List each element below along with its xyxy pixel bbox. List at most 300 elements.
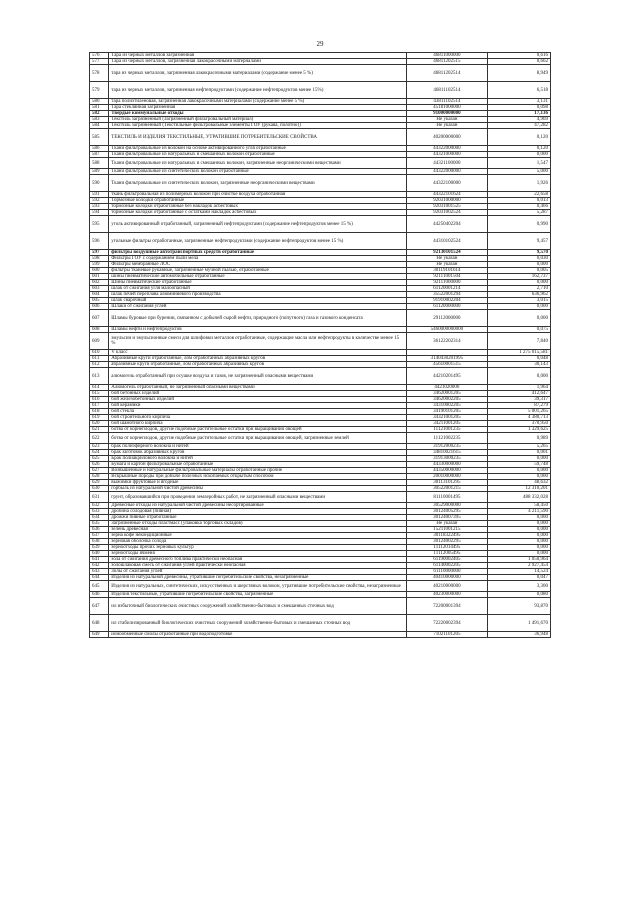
waste-amount: 22,658 [488,192,551,198]
waste-name: Ткани фильтровальные из синтетических волокон отработанные [109,169,407,175]
waste-code: 30119101614 [406,268,487,274]
waste-table [89,52,551,638]
waste-name: ткань фильтровальная из полимерных волокон при очистке воздуха отработанная [109,192,407,198]
row-number: 639 [90,545,109,551]
waste-amount: 5,287 [488,210,551,216]
row-number: 640 [90,551,109,557]
waste-amount: 9,457 [488,233,551,250]
table-row [90,82,551,99]
waste-amount: 488 332,028 [488,492,551,503]
row-number: 621 [90,427,109,433]
row-number: 583 [90,117,109,123]
row-number: 603 [90,286,109,292]
row-number: 632 [90,503,109,509]
waste-name: зерноотходы ячменя [109,551,407,557]
waste-amount: 3,300 [488,581,551,592]
row-number: 645 [90,581,109,592]
row-number: 624 [90,450,109,456]
waste-amount: 0,990 [488,216,551,233]
row-number: 588 [90,158,109,169]
waste-amount: 39,317 [488,397,551,403]
row-number: 644 [90,575,109,581]
waste-amount: 0,000 [488,368,551,385]
waste-code: 44310102524 [406,233,487,250]
waste-amount: 5 001,265 [488,409,551,415]
waste-name: шлак печей переплава алюминиевого производства [109,292,407,298]
waste-name: Тара из черных металлов загрязненная [109,53,407,59]
waste-code: 61140002205 [406,563,487,569]
waste-name: Твердые коммунальные отходы [109,111,407,117]
waste-name: тормозные колодки отработанные без накладок асбестовых [109,204,407,210]
waste-name: горбыль из натуральной чистой древесины [109,486,407,492]
waste-amount: 0,001 [488,450,551,456]
waste-code: 61120000000 [406,304,487,310]
waste-code: 30124007395 [406,515,487,521]
waste-amount: 0,030 [488,256,551,262]
row-number: 625 [90,456,109,462]
table-row [90,333,551,350]
waste-amount: 1,926 [488,175,551,192]
row-number: 626 [90,462,109,468]
waste-code: 72220002394 [406,615,487,632]
table-row [90,216,551,233]
waste-code: 40200000000 [406,129,487,146]
waste-name: тормозные колодки отработанные с остатками накладок асбестовых [109,210,407,216]
row-number: 648 [90,615,109,632]
waste-code: Не указан [406,262,487,268]
waste-name: ботва от корнеплодов, другие подобные растительные остатки при выращивании овощей [109,427,407,433]
row-number: 646 [90,592,109,598]
row-number: 607 [90,310,109,327]
waste-code: 40210000000 [406,581,487,592]
waste-code: 11112005495 [406,551,487,557]
waste-code: 44322101624 [406,192,487,198]
waste-amount: 12 310,201 [488,486,551,492]
waste-amount: 58,450 [488,503,551,509]
waste-amount: 0,466 [488,204,551,210]
waste-name: шлак от сжигания угля малоопасный [109,286,407,292]
waste-name: V класс [109,350,407,356]
waste-amount: 0,616 [488,53,551,59]
waste-name: тара из черных металлов, загрязненная лакокрасочными материалами (содержание менее 5 %) [109,65,407,82]
waste-code: 11121001235 [406,427,487,433]
waste-code: 44322000000 [406,169,487,175]
waste-amount: 5,265 [488,444,551,450]
waste-name: бой стекла [109,409,407,415]
waste-amount: 0,098 [488,105,551,111]
waste-amount: 0,048 [488,356,551,362]
waste-amount: 0,000 [488,262,551,268]
waste-code: 71021101205 [406,632,487,638]
row-number: 596 [90,233,109,250]
waste-name: Шламы нефти и нефтепродуктов [109,327,407,333]
row-number: 623 [90,444,109,450]
waste-name: Изделия из натуральной древесины, утратившие потребительские свойства, незагрязненные [109,575,407,581]
waste-amount: 0,000 [488,456,551,462]
waste-amount: 3,131 [488,99,551,105]
waste-code: 92111001504 [406,274,487,280]
row-number: 602 [90,280,109,286]
waste-amount: 0,662 [488,59,551,65]
waste-code: 31913000235 [406,456,487,462]
waste-name: Ткани фильтровальные из синтетических волокон, загрязненные неорганическими веществами [109,175,407,192]
waste-code: Не указан [406,521,487,527]
waste-name: абразивные круги отработанные, лом отработанных абразивных кругов [109,362,407,368]
row-number: 609 [90,333,109,350]
waste-code: 34211001205 [406,421,487,427]
table-row [90,233,551,250]
waste-name: зерна кофе некондиционные [109,533,407,539]
waste-name: зерноотходы прочих зерновых культур [109,545,407,551]
row-number: 611 [90,356,109,362]
waste-code: 31912000235 [406,444,487,450]
waste-amount: 0,989 [488,433,551,444]
row-number: 618 [90,409,109,415]
waste-name: Шины пневматические отработанные [109,280,407,286]
row-number: 610 [90,350,109,356]
waste-code: 11112014495 [406,545,487,551]
waste-name: алюмогель отработанный при осушке воздуха и газов, не загрязненный опасными веществами [109,368,407,385]
waste-amount: 0,000 [488,304,551,310]
row-number: 631 [90,492,109,503]
waste-amount: 0,047 [488,575,551,581]
waste-name: Вскрышные породы при добыче полезных ископаемых открытым способом [109,474,407,480]
waste-name: уголь активированный отработанный, загрязненный нефтепродуктами (содержание нефтепродуктов менее 15 %) [109,216,407,233]
waste-amount: 0,005 [488,268,551,274]
waste-code: Не указан [406,256,487,262]
waste-code: 46811102514 [406,82,487,99]
waste-code: 46811000000 [406,53,487,59]
waste-amount: 0,000 [488,515,551,521]
waste-amount: 0,000 [488,533,551,539]
waste-code: 44321000000 [406,152,487,158]
waste-amount: 0,000 [488,521,551,527]
waste-name: эмульсии и эмульсионные смеси для шлифовки металлов отработанные, содержащие масла или нефтепродукты в количестве менее 15 % [109,333,407,350]
waste-amount: 0,000 [488,474,551,480]
waste-name: Текстиль загрязненный (Загрязненный фильтровальный материал) [109,117,407,123]
waste-name: тара полиэтиленовая, загрязненная лакокрасочными материалами (содержание менее 5 %) [109,99,407,105]
waste-name: ботва от корнеплодов, другие подобные растительные остатки при выращивании овощей, загрязненные землей [109,433,407,444]
waste-code: 92031001525 [406,204,487,210]
waste-amount: 2 927,454 [488,563,551,569]
waste-amount: 36,948 [488,632,551,638]
table-row [90,129,551,146]
waste-code: 34620001205 [406,391,487,397]
waste-name: Загрязненные отходы пластмасс (упаковка торговых складов) [109,521,407,527]
waste-amount: 412,647 [488,391,551,397]
row-number: 582 [90,111,109,117]
waste-code: 30124005295 [406,509,487,515]
table-row [90,492,551,503]
table-row [90,158,551,169]
waste-code: 30113101295 [406,480,487,486]
waste-code: 44250402204 [406,216,487,233]
waste-amount: 1 491,670 [488,615,551,632]
row-number: 622 [90,433,109,444]
waste-code: 30118322495 [406,533,487,539]
waste-amount: 0,000 [488,545,551,551]
waste-code: 44322000000 [406,146,487,152]
waste-name: Бумага и картон фильтровальные отработанные [109,462,407,468]
waste-code: 46811202515 [406,59,487,65]
waste-name: Изделия из натуральных, синтетических, искусственных и шерстяных волокон, утратившие потребительские свойства, незагрязненные [109,581,407,592]
waste-name: шлак сварочный [109,298,407,304]
waste-code: 44321100000 [406,158,487,169]
row-number: 629 [90,480,109,486]
waste-name: Тара стеклянная загрязненная [109,105,407,111]
waste-amount: 0,000 [488,527,551,533]
waste-amount: 59,748 [488,462,551,468]
page-number: 29 [316,40,324,48]
waste-amount: 636,962 [488,292,551,298]
waste-name: Фильтры мембранные ЛОС [109,262,407,268]
waste-name: фильтры воздушные автотранспортных средств отработанные [109,250,407,256]
waste-name: зелень древесная [109,527,407,533]
waste-code: 81110001495 [406,492,487,503]
row-number: 578 [90,65,109,82]
waste-amount: 0,000 [488,551,551,557]
waste-amount: 93,870 [488,598,551,615]
waste-name: бой бетонных изделий [109,391,407,397]
waste-amount: 0,120 [488,129,551,146]
table-row [90,598,551,615]
waste-code: 40410000000 [406,575,487,581]
row-number: 628 [90,474,109,480]
waste-code: 5460000000000 [406,327,487,333]
waste-amount: 1 050,964 [488,557,551,563]
table-row [90,175,551,192]
table-row [90,581,551,592]
table-row [90,65,551,82]
row-number: 643 [90,569,109,575]
row-number: 580 [90,99,109,105]
waste-amount: 3,015 [488,298,551,304]
row-number: 635 [90,521,109,527]
waste-name: бой шамотного кирпича [109,421,407,427]
waste-code: 11121002235 [406,433,487,444]
waste-name: Тормозные колодки отработанные [109,198,407,204]
waste-amount: 370,950 [488,421,551,427]
waste-name: ил стабилизированный биологических очистных сооружений хозяйственно-бытовых и смешанных сточных вод [109,615,407,632]
waste-code: 61190002405 [406,557,487,563]
waste-code: 34620002205 [406,397,487,403]
waste-name: Шлаки от сжигания углей [109,304,407,310]
row-number: 634 [90,515,109,521]
waste-amount: 0,075 [488,327,551,333]
waste-code: 92111000000 [406,280,487,286]
waste-name: брак заготовок абразивных кругов [109,450,407,456]
waste-amount: 162,737 [488,274,551,280]
row-number: 598 [90,256,109,262]
row-number: 591 [90,192,109,198]
row-number: 617 [90,403,109,409]
row-number: 612 [90,362,109,368]
row-number: 637 [90,533,109,539]
waste-name: Ткани фильтровальные из натуральных и смешанных волокон отработанные [109,152,407,158]
waste-name: Абразивные круги отработанные, лом отработанных абразивных кругов [109,356,407,362]
row-number: 597 [90,250,109,256]
waste-code: 34321001205 [406,415,487,421]
row-number: 614 [90,385,109,391]
waste-amount: 0,000 [488,310,551,327]
waste-name: бой керамики [109,403,407,409]
waste-amount: 0,120 [488,146,551,152]
waste-code: 34310002205 [406,403,487,409]
waste-amount: 47,282 [488,123,551,129]
waste-code: 92130101524 [406,250,487,256]
row-number: 585 [90,129,109,146]
waste-name: выжимки фруктовые и ягодные [109,480,407,486]
row-number: 642 [90,563,109,569]
row-number: 616 [90,397,109,403]
row-number: 641 [90,557,109,563]
waste-amount: 87,279 [488,403,551,409]
waste-code: 91910002204 [406,298,487,304]
waste-amount: 8,949 [488,65,551,82]
waste-name: Текстиль загрязненный (Текстильные фильтровальные элементы ГОУ (рукава, полотно)) [109,123,407,129]
waste-name: Брак полиакрилового волокна и нитей [109,456,407,462]
waste-amount: 0,000 [488,280,551,286]
waste-name: Ткани фильтровальные из натуральных и смешанных волокон, загрязненные неорганическими веществами [109,158,407,169]
waste-name: золошлаковая смесь от сжигания углей практически неопасная [109,563,407,569]
row-number: 590 [90,175,109,192]
waste-amount: 0,000 [488,468,551,474]
waste-code: 61120001214 [406,286,487,292]
row-number: 600 [90,268,109,274]
table-row [90,632,551,638]
waste-code: 36122202314 [406,333,487,350]
waste-code: 30124002295 [406,539,487,545]
waste-name: бой строительного кирпича [109,415,407,421]
waste-code: 40230000000 [406,592,487,598]
waste-code: Не указан [406,123,487,129]
waste-name: шины пневматические автомобильные отработанные [109,274,407,280]
waste-amount: 1 329,625 [488,427,551,433]
waste-amount: 0,000 [488,152,551,158]
table-row [90,615,551,632]
row-number: 592 [90,198,109,204]
waste-code: 20010000000 [406,474,487,480]
waste-name: Фильтры ГОУ с содержанием пыли мела [109,256,407,262]
waste-code: 44210201495 [406,368,487,385]
waste-amount: 0,013 [488,198,551,204]
waste-amount: 1,964 [488,385,551,391]
row-number: 586 [90,146,109,152]
waste-amount: 30,143 [488,362,551,368]
waste-amount: 1,547 [488,158,551,169]
waste-code: 92031002524 [406,210,487,216]
waste-name: тара из черных металлов, загрязненная нефтепродуктами (содержание нефтепродуктов менее 15%) [109,82,407,99]
waste-name: грунт, образовавшийся при проведении землеройных работ, не загрязненный опасными веществами [109,492,407,503]
waste-code: 30529000000 [406,503,487,509]
waste-name: бой железобетонных изделий [109,397,407,403]
waste-amount: 48,632 [488,480,551,486]
waste-name: Ткани фильтровальные из волокон на основе активированного угля отработанные [109,146,407,152]
waste-amount: 4 380,713 [488,415,551,421]
waste-amount: 14,524 [488,569,551,575]
row-number: 619 [90,415,109,421]
row-number: 649 [90,632,109,638]
waste-code: 43811102514 [406,99,487,105]
row-number: 601 [90,274,109,280]
waste-name: дробина солодовая (пивная) [109,509,407,515]
waste-amount: 4,969 [488,117,551,123]
waste-code: 29112000000 [406,310,487,327]
waste-code: 35522001294 [406,292,487,298]
waste-amount: 0,000 [488,539,551,545]
waste-amount: 6,518 [488,82,551,99]
row-number: 604 [90,292,109,298]
waste-name: угольные фильтры отработанные, загрязненные нефтепродуктами (содержание нефтепродуктов менее 15 %) [109,233,407,250]
row-number: 620 [90,421,109,427]
waste-code: 34810021615 [406,450,487,456]
row-number: 630 [90,486,109,492]
waste-code: 3140430201995 [406,356,487,362]
waste-code: 45181000000 [406,105,487,111]
table-row [90,433,551,444]
waste-name: Древесные отходы из натуральной чистой древесины несортированные [109,503,407,509]
table-row [90,310,551,327]
waste-amount: 7,840 [488,333,551,350]
waste-amount: 4 211,590 [488,509,551,515]
waste-code: 45610001515 [406,362,487,368]
waste-code: Не указан [406,117,487,123]
waste-code: 15211001215 [406,527,487,533]
waste-amount: 17,136 [488,111,551,117]
waste-code: 46811202514 [406,65,487,82]
waste-amount: 0,080 [488,592,551,598]
waste-name: зола от сжигания древесного топлива практически неопасная [109,557,407,563]
waste-name: ил избыточный биологических очистных сооружений хозяйственно-бытовых и смешанных сточных вод [109,598,407,615]
row-number: 576 [90,53,109,59]
waste-code: 61110000000 [406,569,487,575]
row-number: 615 [90,391,109,397]
waste-name: Тара из черных металлов, загрязненная лакокрасочными материалами [109,59,407,65]
row-number: 627 [90,468,109,474]
waste-name: Возвышенные и натуральные фильтровальные материалы отработанные прочие [109,468,407,474]
row-number: 606 [90,304,109,310]
row-number: 647 [90,598,109,615]
row-number: 587 [90,152,109,158]
waste-name: Изделия текстильные, утратившие потребительские свойства, загрязненные [109,592,407,598]
waste-code: 44350000000 [406,468,487,474]
waste-code: 92031000000 [406,198,487,204]
row-number: 584 [90,123,109,129]
table-row [90,368,551,385]
row-number: 636 [90,527,109,533]
waste-code: 44322100000 [406,175,487,192]
row-number: 593 [90,204,109,210]
waste-code: 44330000000 [406,462,487,468]
waste-code: 34190101205 [406,409,487,415]
waste-code: 91000000000 [406,111,487,117]
waste-name: дрожжи пивные отработанные [109,515,407,521]
waste-amount: 5,000 [488,169,551,175]
waste-code: 30522001215 [406,486,487,492]
waste-name: Алюмогель отработанный, не загрязненный опасными веществами [109,385,407,391]
row-number: 613 [90,368,109,385]
waste-amount: 2,710 [488,286,551,292]
row-number: 595 [90,216,109,233]
row-number: 633 [90,509,109,515]
waste-code: 4421020000 [406,385,487,391]
waste-name: брак полиэфирного волокна и нитей [109,444,407,450]
row-number: 599 [90,262,109,268]
row-number: 577 [90,59,109,65]
waste-code: 72200001394 [406,598,487,615]
waste-amount: 9,570 [488,250,551,256]
row-number: 581 [90,105,109,111]
